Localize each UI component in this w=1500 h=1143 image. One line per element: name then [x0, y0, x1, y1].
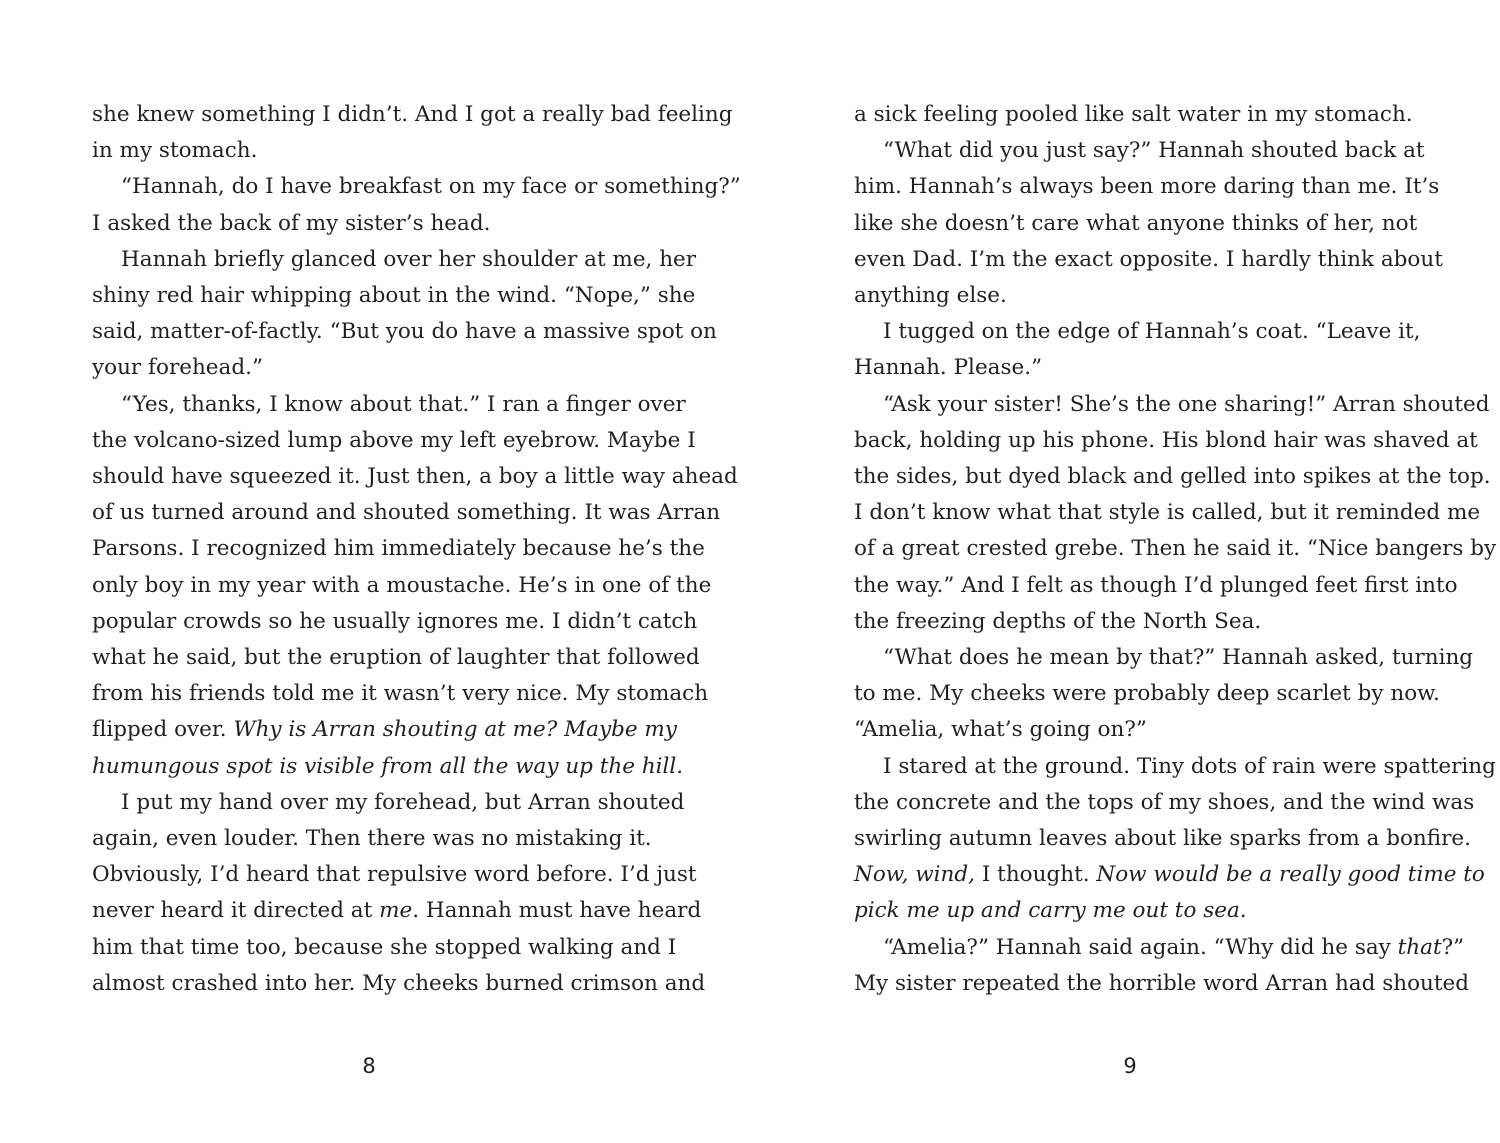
text-line — [92, 242, 697, 278]
text-segment: Hannah briefly glanced over her shoulder at me, her — [121, 246, 697, 272]
text-line — [92, 893, 702, 929]
text-line — [854, 676, 1440, 712]
text-line — [854, 568, 1458, 604]
text-segment: shiny red hair whipping about in the wind. “Nope,” she — [92, 283, 696, 308]
text-segment: only boy in my year with a moustache. He’s in one of the — [92, 572, 712, 598]
text-segment: My sister repeated the horrible word Arran had shouted — [854, 970, 1470, 996]
text-segment: even Dad. I’m the exact opposite. I hardly think about — [854, 246, 1443, 272]
text-line — [854, 749, 1496, 785]
text-segment: “Amelia, what’s going on?” — [854, 717, 1147, 743]
text-segment: “Ask your sister! She’s the one sharing!” Arran shouted — [883, 391, 1490, 417]
text-segment: the way.” And I felt as though I’d plunged feet first into — [854, 572, 1458, 598]
text-line — [92, 495, 721, 531]
text-segment: anything else. — [854, 283, 1007, 308]
text-segment: a sick feeling pooled like salt water in my stomach. — [854, 102, 1413, 127]
text-segment: Obviously, I’d heard that repulsive word before. I’d just — [92, 862, 697, 888]
text-segment: what he said, but the eruption of laughter that followed — [92, 645, 700, 670]
text-line — [854, 133, 1425, 169]
text-line — [854, 893, 1409, 929]
page-number-right: 9 — [1123, 1054, 1137, 1078]
text-line — [854, 712, 1409, 748]
text-segment: I asked the back of my sister’s head. — [92, 210, 491, 236]
text-segment: “What does he mean by that?” Hannah asked, turning — [883, 645, 1474, 670]
text-line — [92, 966, 706, 1002]
text-line — [92, 133, 647, 169]
text-segment: in my stomach. — [92, 138, 258, 164]
text-line — [854, 966, 1470, 1002]
text-segment: your forehead.” — [92, 355, 263, 381]
text-segment: of us turned around and shouted something. It was Arran — [92, 500, 721, 526]
text-segment: the sides, but dyed black and gelled into spikes at the top. — [854, 464, 1491, 489]
text-line — [92, 387, 686, 423]
text-segment: I thought. — [975, 862, 1097, 888]
text-line — [854, 387, 1490, 423]
text-line — [854, 531, 1497, 567]
text-segment: “Yes, thanks, I know about that.” I ran a finger over — [121, 391, 686, 417]
text-segment: humungous spot is visible from all the way up the hill. — [92, 753, 684, 779]
text-line — [92, 676, 709, 712]
text-segment: Hannah. Please.” — [854, 355, 1043, 381]
text-segment: him that time too, because she stopped walking and I — [92, 934, 677, 960]
text-segment: popular crowds so he usually ignores me. I didn’t catch — [92, 608, 698, 634]
text-line — [92, 314, 717, 350]
text-segment: I put my hand over my forehead, but Arran shouted — [121, 789, 685, 815]
page-number-left: 8 — [362, 1054, 376, 1078]
text-segment: to me. My cheeks were probably deep scarlet by now. — [854, 681, 1440, 707]
text-segment: him. Hannah’s always been more daring than me. It’s — [854, 174, 1440, 200]
text-segment: “Hannah, do I have breakfast on my face or something?” — [121, 174, 741, 200]
text-segment: never heard it directed at — [92, 898, 380, 924]
text-line — [92, 640, 700, 676]
text-line — [854, 242, 1443, 278]
text-line — [92, 604, 698, 640]
text-line — [854, 930, 1465, 966]
text-line — [854, 495, 1481, 531]
text-line — [854, 314, 1421, 350]
text-segment: said, matter-of-factly. “But you do have a massive spot on — [92, 319, 717, 345]
text-line — [92, 459, 738, 495]
text-line — [854, 459, 1491, 495]
text-line — [92, 350, 647, 386]
text-segment: again, even louder. Then there was no mistaking it. — [92, 826, 652, 851]
text-line — [854, 350, 1409, 386]
text-segment: Now, wind, — [854, 862, 976, 888]
text-segment: flipped over. — [92, 717, 234, 743]
text-segment: Now would be a really good time to — [1096, 862, 1485, 888]
text-line — [854, 785, 1475, 821]
text-segment: almost crashed into her. My cheeks burned crimson and — [92, 970, 706, 996]
text-segment: Why is Arran shouting at me? Maybe my — [233, 717, 677, 743]
text-line — [92, 857, 697, 893]
text-segment: . Hannah must have heard — [412, 898, 702, 924]
text-line — [854, 206, 1418, 242]
text-line — [92, 568, 712, 604]
text-line — [854, 423, 1478, 459]
left-page — [92, 94, 741, 1094]
text-segment: I don’t know what that style is called, but it reminded me — [854, 500, 1481, 526]
text-segment: pick me up and carry me out to sea. — [854, 898, 1247, 924]
text-line — [92, 97, 733, 133]
text-segment: should have squeezed it. Just then, a boy a little way ahead — [92, 464, 738, 489]
text-line — [854, 169, 1440, 205]
text-segment: of a great crested grebe. Then he said it. “Nice bangers by — [854, 536, 1497, 562]
text-line — [92, 749, 684, 785]
text-line — [854, 604, 1409, 640]
text-segment: back, holding up his phone. His blond hair was shaved at — [854, 427, 1478, 453]
text-line — [92, 930, 677, 966]
text-line — [854, 857, 1485, 893]
text-line — [92, 531, 705, 567]
text-segment: the freezing depths of the North Sea. — [854, 608, 1262, 634]
text-line — [92, 423, 696, 459]
text-line — [92, 278, 696, 314]
text-line — [92, 169, 741, 205]
text-line — [854, 97, 1413, 133]
text-segment: me — [379, 898, 413, 924]
text-segment: Parsons. I recognized him immediately because he’s the — [92, 536, 705, 562]
text-segment: from his friends told me it wasn’t very nice. My stomach — [92, 681, 709, 707]
text-line — [92, 206, 647, 242]
text-segment: ?” — [1441, 934, 1465, 960]
text-segment: the volcano-sized lump above my left eyebrow. Maybe I — [92, 427, 696, 453]
text-segment: like she doesn’t care what anyone thinks of her, not — [854, 210, 1418, 236]
text-line — [854, 278, 1409, 314]
text-line — [92, 712, 677, 748]
text-line — [854, 821, 1471, 857]
text-segment: she knew something I didn’t. And I got a really bad feeling — [92, 102, 733, 127]
text-line — [854, 640, 1474, 676]
text-segment: “Amelia?” Hannah said again. “Why did he say — [883, 934, 1398, 960]
text-segment: swirling autumn leaves about like sparks from a bonfire. — [854, 826, 1471, 851]
right-page — [854, 94, 1497, 1094]
text-line — [92, 821, 652, 857]
text-segment: I stared at the ground. Tiny dots of rain were spattering — [883, 753, 1496, 779]
text-segment: “What did you just say?” Hannah shouted back at — [883, 138, 1425, 164]
text-line — [92, 785, 685, 821]
text-segment: that — [1397, 934, 1442, 960]
text-segment: the concrete and the tops of my shoes, and the wind was — [854, 789, 1475, 815]
text-segment: I tugged on the edge of Hannah’s coat. “Leave it, — [883, 319, 1421, 345]
